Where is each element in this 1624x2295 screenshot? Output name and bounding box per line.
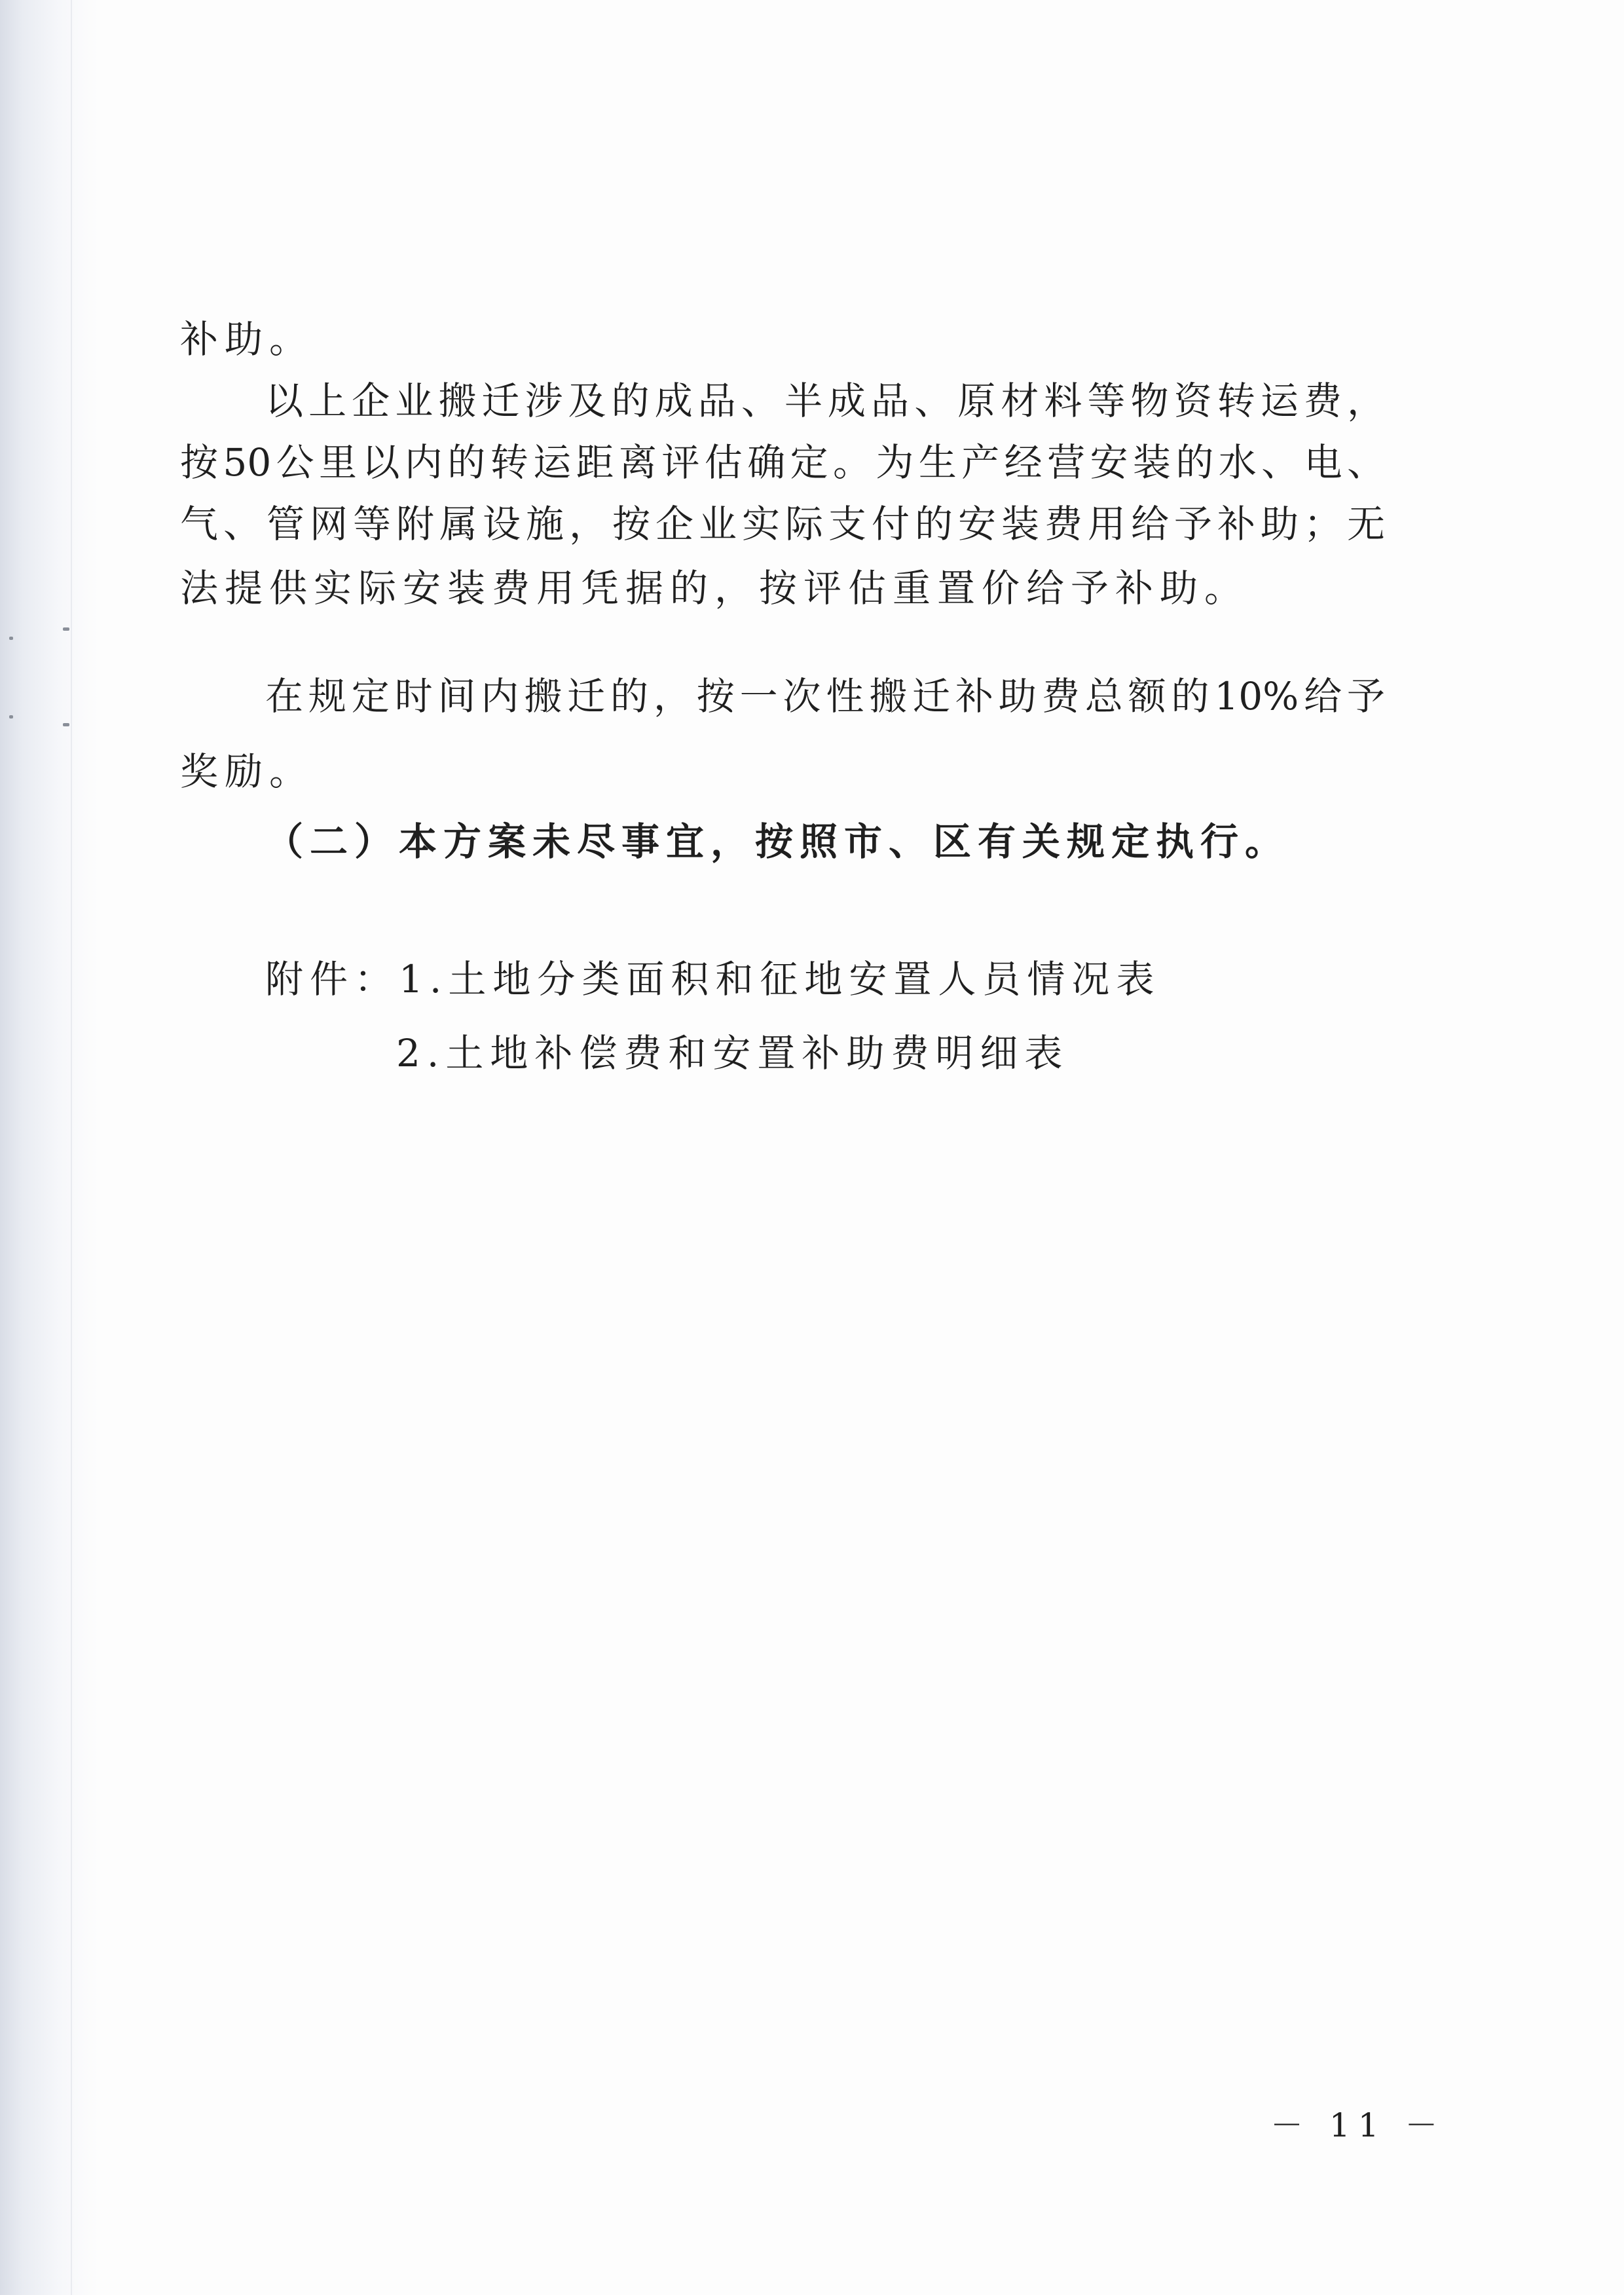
body-text-line: 在规定时间内搬迁的，按一次性搬迁补助费总额的10%给予 <box>265 674 1385 718</box>
scan-speck <box>63 627 69 631</box>
body-text-line: 按50公里以内的转运距离评估确定。为生产经营安装的水、电、 <box>180 440 1385 485</box>
body-text-line: 气、管网等附属设施，按企业实际支付的安装费用给予补助；无 <box>180 502 1385 546</box>
scan-speck <box>63 723 69 726</box>
body-text-line: 补助。 <box>180 317 314 362</box>
binding-edge-line <box>71 0 72 2295</box>
attachment-row <box>265 953 1247 1005</box>
attachment-item: 2.土地补偿费和安置补助费明细表 <box>396 1031 1069 1075</box>
body-text-line: 奖励。 <box>180 749 314 794</box>
body-text-line: 法提供实际安装费用凭据的，按评估重置价给予补助。 <box>180 566 1249 610</box>
attachment-row <box>396 1027 1247 1079</box>
scan-edge-shading <box>0 0 98 2295</box>
scan-speck <box>9 637 13 640</box>
body-text-line: 以上企业搬迁涉及的成品、半成品、原材料等物资转运费， <box>265 379 1385 423</box>
section-clause-line: （二）本方案未尽事宜，按照市、区有关规定执行。 <box>265 819 1290 864</box>
page-number: － 11 － <box>1270 2106 1446 2144</box>
attachment-item: 1.土地分类面积和征地安置人员情况表 <box>399 957 1161 1001</box>
attachment-label: 附件： <box>265 957 399 1001</box>
scan-speck <box>9 715 13 718</box>
